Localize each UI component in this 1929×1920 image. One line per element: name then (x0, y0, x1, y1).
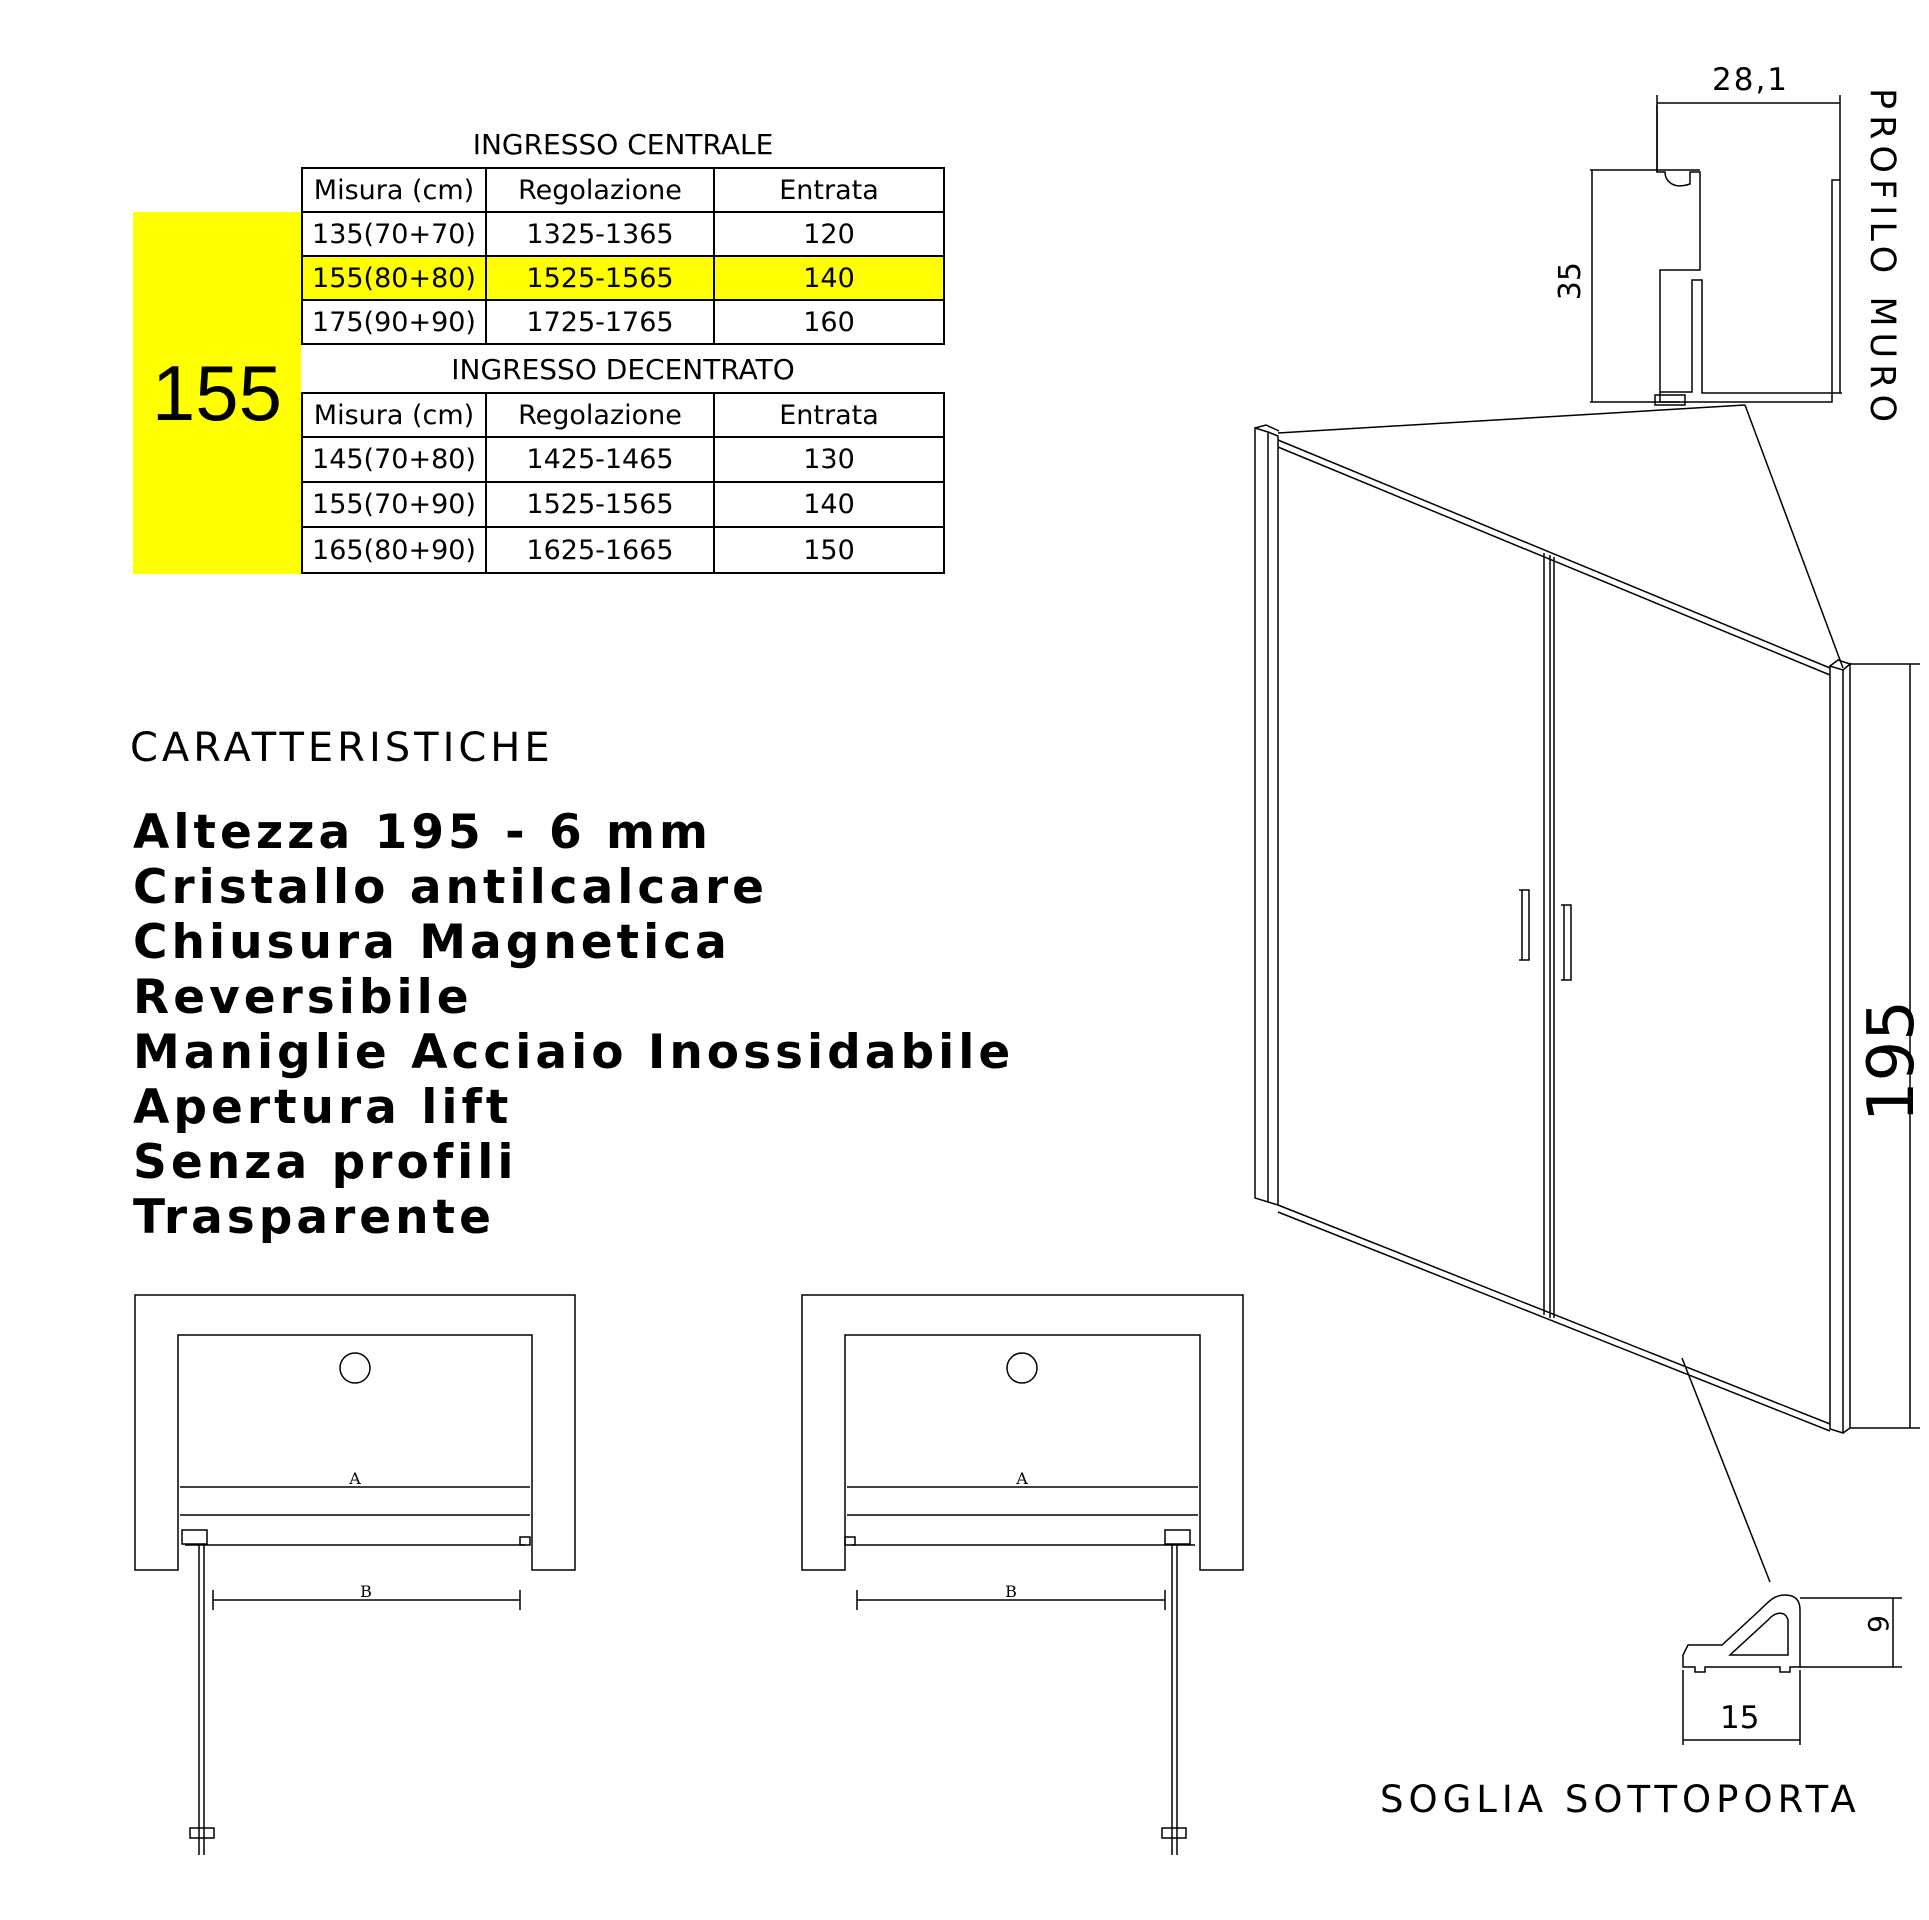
table-cell: 130 (713, 436, 945, 483)
feature-item: Reversibile (133, 970, 473, 1025)
feature-item: Trasparente (133, 1190, 495, 1245)
table-cell: 155(70+90) (301, 481, 487, 528)
offset-header-adjustment: Regolazione (485, 392, 715, 438)
table-cell: 1325-1365 (485, 211, 715, 257)
central-header-size: Misura (cm) (301, 167, 487, 213)
door-height-label: 195 (1855, 1000, 1929, 1123)
size-badge: 155 (133, 212, 301, 574)
table-cell: 1425-1465 (485, 436, 715, 483)
table-cell-highlighted: 155(80+80) (301, 255, 487, 301)
door-perspective-drawing (1255, 425, 1920, 1582)
plan-left-label-b: B (360, 1582, 372, 1601)
wall-profile-width-label: 28,1 (1712, 62, 1790, 98)
central-header-adjustment: Regolazione (485, 167, 715, 213)
table-cell: 120 (713, 211, 945, 257)
feature-item: Senza profili (133, 1135, 518, 1190)
offset-header-entry: Entrata (713, 392, 945, 438)
table-cell: 1525-1565 (485, 481, 715, 528)
plan-left-label-a: A (349, 1469, 361, 1488)
table-cell-highlighted: 1525-1565 (485, 255, 715, 301)
plan-right-label-a: A (1016, 1469, 1028, 1488)
table-cell: 150 (713, 526, 945, 574)
table-cell: 165(80+90) (301, 526, 487, 574)
feature-item: Chiusura Magnetica (133, 915, 731, 970)
table-cell: 140 (713, 481, 945, 528)
table-cell: 135(70+70) (301, 211, 487, 257)
feature-item: Maniglie Acciaio Inossidabile (133, 1025, 1015, 1080)
feature-item: Apertura lift (133, 1080, 513, 1135)
wall-profile-drawing (1278, 95, 1843, 668)
feature-item: Cristallo antilcalcare (133, 860, 768, 915)
wall-profile-height-label: 35 (1553, 262, 1588, 301)
features-title: CARATTERISTICHE (130, 725, 554, 771)
central-header-entry: Entrata (713, 167, 945, 213)
table-cell: 1725-1765 (485, 299, 715, 345)
threshold-label: SOGLIA SOTTOPORTA (1380, 1778, 1861, 1821)
table-cell: 175(90+90) (301, 299, 487, 345)
plan-view-left (135, 1295, 575, 1855)
offset-header-size: Misura (cm) (301, 392, 487, 438)
feature-item: Altezza 195 - 6 mm (133, 805, 712, 860)
table-cell: 145(70+80) (301, 436, 487, 483)
threshold-height-label: 9 (1862, 1615, 1895, 1633)
central-entry-title: INGRESSO CENTRALE (472, 128, 774, 161)
threshold-width-label: 15 (1720, 1700, 1760, 1736)
table-cell-highlighted: 140 (713, 255, 945, 301)
table-cell: 160 (713, 299, 945, 345)
plan-view-right (802, 1295, 1243, 1855)
plan-right-label-b: B (1005, 1582, 1017, 1601)
table-cell: 1625-1665 (485, 526, 715, 574)
wall-profile-label: PROFILO MURO (1862, 88, 1902, 429)
offset-entry-title: INGRESSO DECENTRATO (451, 352, 795, 386)
